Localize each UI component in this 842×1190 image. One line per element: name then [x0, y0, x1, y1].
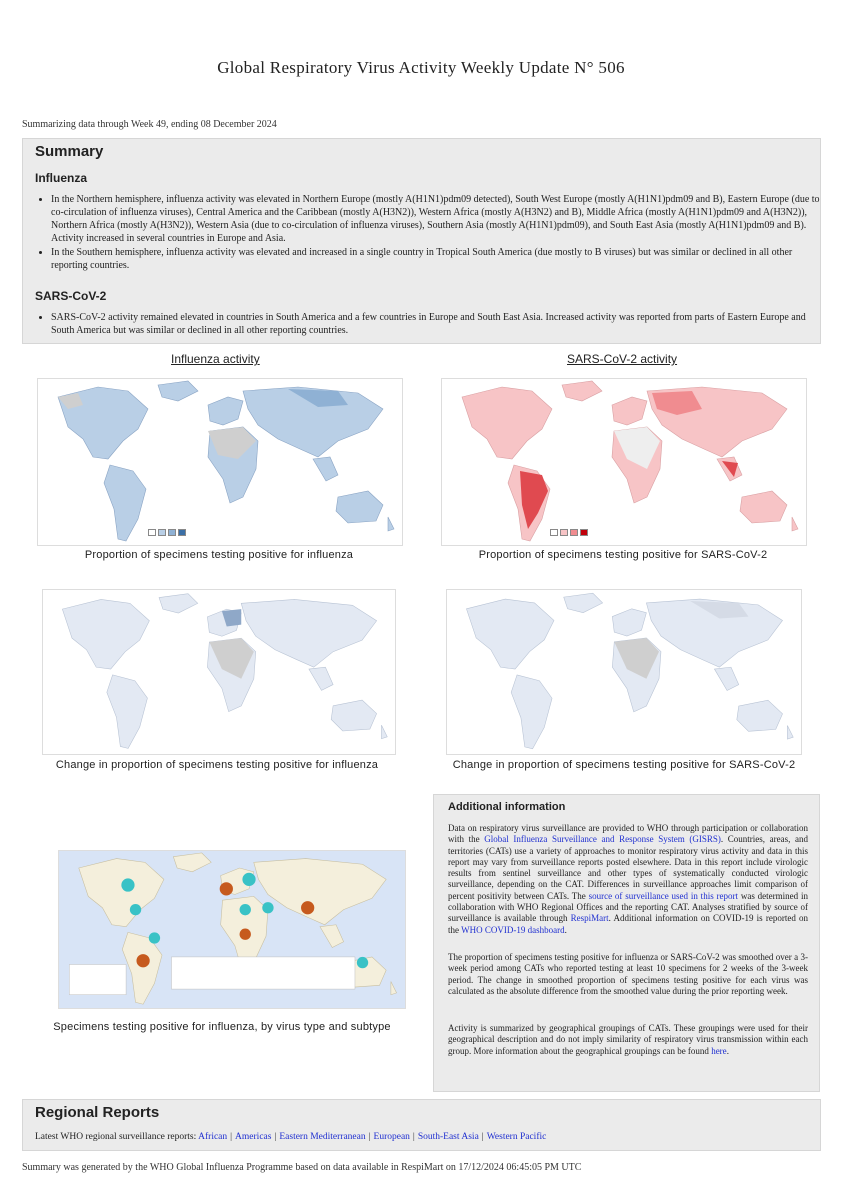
cov-change-caption: Change in proportion of specimens testing positive for SARS-CoV-2	[452, 759, 796, 771]
sarscov2-bullets	[35, 311, 823, 338]
text: .	[564, 924, 567, 935]
sarscov2-positivity-legend	[550, 529, 590, 536]
influenza-subtype-map	[58, 850, 406, 1009]
page-title: Global Respiratory Virus Activity Weekly Update N° 506	[217, 58, 625, 77]
americas-link[interactable]: Americas	[235, 1132, 272, 1142]
list-item: • In the Northern hemisphere, influenza activity was elevated in Northern Europe (mostly A(H1N1)pdm09 detected), South West Europe (mostly A(H1N1)pdm09 and B), Eastern Europe (due to co-circulation of influenza viruses), Central America and the Caribbean (mostly A(H3N2)), Western Africa (mostly A(H3N2) and B), Middle Africa (mostly A(H1N1)pdm09 and A(H3N2)), Northern Africa (mostly A(H3N2)), Western Asia (due to co-circulation of influenza viruses), Southern Asia (mostly A(H1N1)pdm09), and South East Asia (mostly A(H1N1)pdm09 and B). Activity increased in several countries in Europe and Asia.	[51, 193, 823, 245]
text: was determined in collaboration with WHO Regional Offices and the reporting CAT. Analyses stratified by source of surveillance is available through	[448, 890, 808, 924]
list-item: • In the Southern hemisphere, influenza activity was elevated and increased in a single country in Tropical South America (due mostly to B viruses) but was similar or declined in all other reporting countries.	[51, 246, 823, 272]
sarscov2-heading: SARS-CoV-2	[35, 289, 107, 303]
additional-info-paragraph-3	[448, 1023, 808, 1057]
additional-info-heading: Additional information	[448, 801, 566, 813]
eastern-mediterranean-link[interactable]: Eastern Mediterranean	[279, 1132, 366, 1142]
cov-positivity-caption: Proportion of specimens testing positive for SARS-CoV-2	[478, 549, 768, 561]
regional-lead: Latest WHO regional surveillance reports:	[35, 1132, 199, 1142]
subtype-table	[171, 957, 354, 989]
text: .	[726, 1045, 729, 1056]
regional-reports-section	[22, 1099, 821, 1151]
african-link[interactable]: African	[198, 1132, 228, 1142]
sarscov2-change-map	[446, 589, 802, 755]
influenza-activity-title: Influenza activity	[171, 352, 260, 366]
list-item: • SARS-CoV-2 activity remained elevated in countries in South America and a few countries in Europe and South East Asia. Increased activity was reported from parts of Eastern Europe and South America but was similar or declined in all other reporting countries.	[51, 311, 823, 337]
sarscov2-activity-title: SARS-CoV-2 activity	[567, 352, 678, 366]
text: Data on respiratory virus surveillance are provided to WHO through participation or collaboration with the	[448, 823, 808, 845]
surveillance-source-link[interactable]: source of surveillance used in this report	[588, 890, 739, 901]
flu-positivity-caption: Proportion of specimens testing positive for influenza	[84, 549, 354, 561]
world-countries	[462, 381, 798, 541]
footer-note: Summary was generated by the WHO Global Influenza Programme based on data available in RespiMart on 17/12/2024 06:45:05 PM UTC	[22, 1162, 582, 1173]
respimart-link[interactable]: RespiMart	[570, 913, 609, 924]
influenza-heading: Influenza	[35, 171, 88, 185]
influenza-change-map	[42, 589, 396, 755]
report-period: Summarizing data through Week 49, ending 08 December 2024	[22, 119, 277, 130]
groupings-link[interactable]: here	[711, 1045, 727, 1056]
additional-info-paragraph-1	[448, 823, 808, 936]
additional-info-paragraph-2: The proportion of specimens testing positive for influenza or SARS-CoV-2 was smoothed over a 3-week period among CATs who reported testing at least 10 specimens for 2 weeks of the 3-week period. The change in smoothed proportion of specimens testing positive for each virus was calculated as the absolute difference from the smoothed value during the prior reporting week.	[448, 952, 808, 996]
influenza-bullets	[35, 193, 823, 273]
additional-info-panel	[433, 794, 820, 1092]
influenza-positivity-legend	[148, 529, 188, 536]
western-pacific-link[interactable]: Western Pacific	[486, 1132, 547, 1142]
text: . Countries, areas, and territories (CATs) use a variety of approaches to monitor respiratory virus activity and data in this report may vary from surveillance reports posted elsewhere. Data in this report include virologic results from sentinel surveillance and other types of systematically conducted virologic surveillance, depending on the CAT. Differences in surveillance approaches limit comparison of percent positivity between CATs. The	[448, 834, 808, 901]
regional-links: Latest WHO regional surveillance reports: African | Americas | Eastern Mediterranean | European | South-East Asia | Western Pacific	[35, 1132, 547, 1142]
summary-section	[22, 138, 821, 344]
european-link[interactable]: European	[373, 1132, 410, 1142]
flu-change-caption: Change in proportion of specimens testing positive for influenza	[55, 759, 379, 771]
influenza-positivity-map	[37, 378, 403, 546]
regional-heading: Regional Reports	[35, 1104, 160, 1121]
subtype-legend	[69, 964, 126, 994]
text: Activity is summarized by geographical groupings of CATs. These groupings were used for their geographical description and do not imply similarity of respiratory virus transmission within each group. More information about the geographical groupings can be found	[448, 1023, 808, 1056]
subtype-caption: Specimens testing positive for influenza, by virus type and subtype	[53, 1021, 391, 1033]
summary-heading: Summary	[35, 143, 104, 160]
south-east-asia-link[interactable]: South-East Asia	[417, 1132, 479, 1142]
gisrs-link[interactable]: Global Influenza Surveillance and Response System (GISRS)	[484, 834, 721, 845]
covid-dashboard-link[interactable]: WHO COVID-19 dashboard	[461, 924, 565, 935]
text: . Additional information on COVID-19 is reported on the	[448, 913, 808, 935]
sarscov2-positivity-map	[441, 378, 807, 546]
